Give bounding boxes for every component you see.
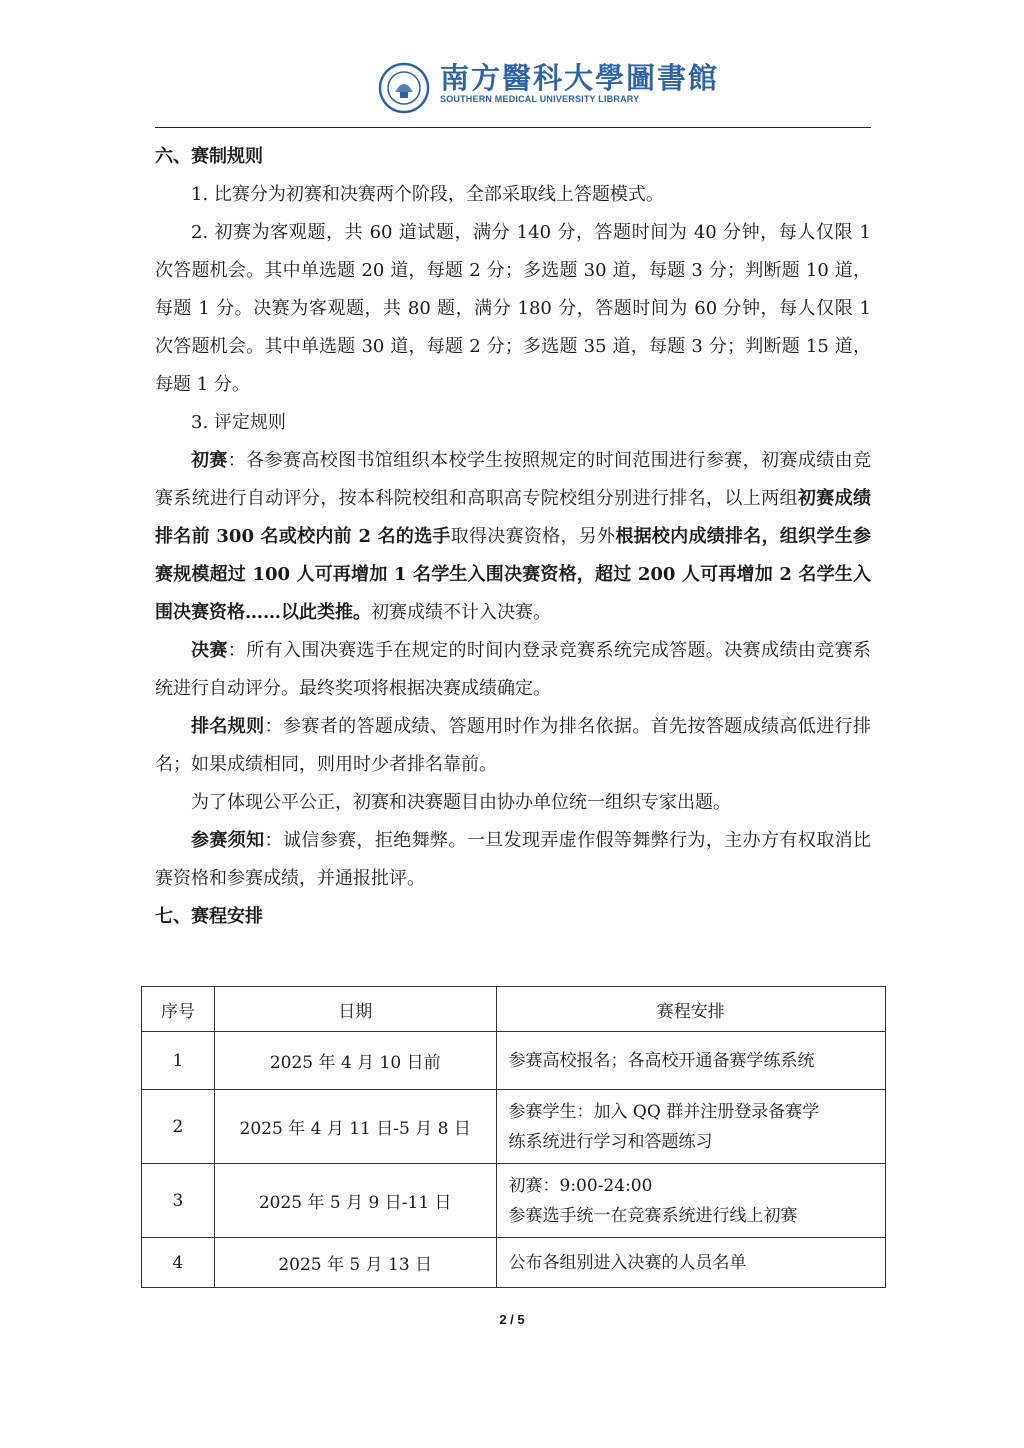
main-content [155, 138, 871, 936]
prelim-bold-2: 根据校内成绩排名，组织学生参赛规模超过 100 人可再增加 1 名学生入围决赛资格，超过 200 人可再增加 2 名学生入围决赛资格……以此类推。 [155, 526, 872, 623]
library-name-en: SOUTHERN MEDICAL UNIVERSITY LIBRARY [440, 94, 640, 104]
section-heading-rules: 六、赛制规则 [155, 146, 263, 167]
university-seal-icon [378, 62, 430, 114]
row-date: 2025 年 4 月 11 日-5 月 8 日 [214, 1090, 496, 1164]
row-plan-line: 参赛高校报名；各高校开通备赛学练系统 [508, 1050, 815, 1071]
prelim-text-3: 初赛成绩不计入决赛。 [371, 602, 551, 623]
prelim-text-2: 取得决赛资格，另外 [450, 526, 616, 547]
row-number: 4 [142, 1238, 215, 1288]
page-header [0, 40, 1024, 120]
final-paragraph [155, 632, 871, 708]
table-row [142, 1164, 886, 1238]
notice-text: ：诚信参赛，拒绝舞弊。一旦发现弄虚作假等舞弊行为，主办方有权取消比赛资格和参赛成绩，并通报批评。 [155, 830, 872, 889]
ranking-text: ：参赛者的答题成绩、答题用时作为排名依据。首先按答题成绩高低进行排名；如果成绩相同，则用时少者排名靠前。 [155, 716, 872, 775]
prelim-paragraph [155, 442, 871, 632]
row-number: 3 [142, 1164, 215, 1238]
library-name-cn: 南方醫科大學圖書館 [440, 61, 720, 95]
row-date: 2025 年 5 月 9 日-11 日 [214, 1164, 496, 1238]
row-number: 2 [142, 1090, 215, 1164]
rule-item-1: 1. 比赛分为初赛和决赛两个阶段，全部采取线上答题模式。 [191, 184, 664, 205]
row-plan-line: 公布各组别进入决赛的人员名单 [508, 1252, 747, 1273]
prelim-text-1: ：各参赛高校图书馆组织本校学生按照规定的时间范围进行参赛，初赛成绩由竞赛系统进行自动评分，按本科院校组和高职高专院校组分别进行排名，以上两组 [155, 450, 871, 509]
row-plan [496, 1238, 885, 1288]
row-plan [496, 1164, 885, 1238]
row-plan-line: 练系统进行学习和答题练习 [508, 1131, 713, 1152]
final-label: 决赛 [191, 640, 228, 661]
column-header: 序号 [142, 987, 215, 1032]
header-divider [155, 127, 871, 128]
rule-item-2: 2. 初赛为客观题，共 60 道试题，满分 140 分，答题时间为 40 分钟，每人仅限 1 次答题机会。其中单选题 20 道，每题 2 分；多选题 30 道，每题 3 分；判断题 10 道，每题 1 分。决赛为客观题，共 80 题，满分 180 分，答题时间为 60 分钟，每人仅限 1 次答题机会。其中单选题 30 道，每题 2 分；多选题 35 道，每题 3 分；判断题 15 道，每题 1 分。 [155, 222, 871, 395]
table-row [142, 1238, 886, 1288]
final-text: ：所有入围决赛选手在规定的时间内登录竞赛系统完成答题。决赛成绩由竞赛系统进行自动评分。最终奖项将根据决赛成绩确定。 [155, 640, 871, 699]
notice-label: 参赛须知 [191, 830, 265, 851]
row-date: 2025 年 4 月 10 日前 [214, 1032, 496, 1090]
notice-paragraph [155, 822, 871, 898]
row-plan [496, 1090, 885, 1164]
row-plan-line: 初赛：9:00-24:00 [508, 1175, 653, 1196]
section-heading-schedule: 七、赛程安排 [155, 906, 263, 927]
table-row [142, 1090, 886, 1164]
column-header: 赛程安排 [496, 987, 885, 1032]
row-plan [496, 1032, 885, 1090]
ranking-label: 排名规则 [191, 716, 265, 737]
ranking-paragraph [155, 708, 871, 784]
prelim-label: 初赛 [191, 450, 228, 471]
fairness-paragraph: 为了体现公平公正，初赛和决赛题目由协办单位统一组织专家出题。 [191, 792, 731, 813]
prelim-bold-1: 初赛成绩排名前 300 名或校内前 2 名的选手 [155, 488, 871, 547]
page-number: 2 / 5 [499, 1312, 525, 1327]
row-number: 1 [142, 1032, 215, 1090]
table-header-row [142, 987, 886, 1032]
row-plan-line: 参赛选手统一在竞赛系统进行线上初赛 [508, 1205, 798, 1226]
schedule-table [141, 986, 886, 1288]
rule-item-3: 3. 评定规则 [191, 412, 286, 433]
row-date: 2025 年 5 月 13 日 [214, 1238, 496, 1288]
row-plan-line: 参赛学生：加入 QQ 群并注册登录备赛学 [508, 1101, 820, 1122]
column-header: 日期 [214, 987, 496, 1032]
table-row [142, 1032, 886, 1090]
